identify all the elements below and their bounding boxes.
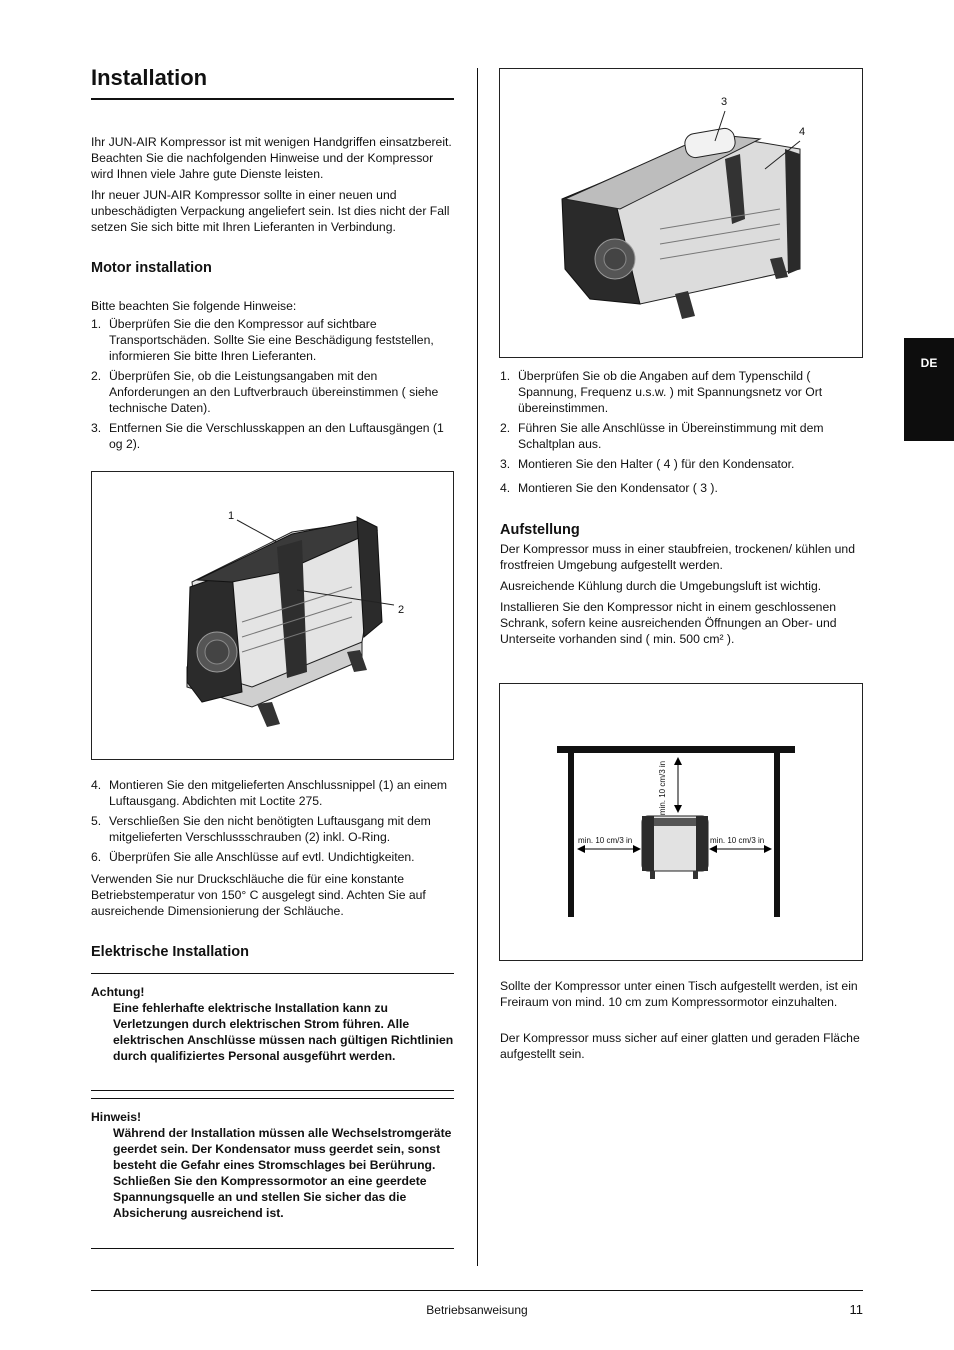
note-text: Während der Installation müssen alle Wechselstromgeräte geerdet sein. Der Kondensator muss geerdet sein, sonst besteht die Gefahr eines Stromschlages bei Berührung. Schließen Sie den Kompressormotor an eine geerdete Spannungsquelle an und stellen Sie sicher das die Absicherung ausreichend ist. [113,1126,452,1220]
note-label: Hinweis! [91,1110,142,1124]
title-rule [91,98,454,100]
list-item: 6. Überprüfen Sie alle Anschlüsse auf evtl. Undichtigkeiten. [91,850,415,864]
hoses-paragraph: Verwenden Sie nur Druckschläuche die für eine konstante Betriebstemperatur von 150° C ausgelegt sind. Achten Sie auf ausreichende Dimensionierung der Schläuche. [91,872,426,918]
note-top-rule [91,1098,454,1099]
clearance-top-label: min. 10 cm/3 in [658,760,667,816]
clearance-right-label: min. 10 cm/3 in [710,836,765,845]
list-item: 3. Montieren Sie den Halter ( 4 ) für den Kondensator. [500,457,795,471]
setup-paragraph-2: Ausreichende Kühlung durch die Umgebungsluft ist wichtig. [500,579,822,593]
warning-label: Achtung! [91,985,145,999]
table-paragraph-1: Sollte der Kompressor unter einen Tisch aufgestellt werden, ist ein Freiraum von mind. 10 cm zum Kompressormotor einzuhalten. [500,979,858,1009]
capacitor-figure [499,68,863,358]
clearance-figure [499,683,863,961]
warning-top-rule [91,973,454,974]
figure-label-3: 3 [721,96,728,108]
footer-rule [91,1290,863,1291]
motor-lead: Bitte beachten Sie folgende Hinweise: [91,299,297,313]
figure-label-2: 2 [398,604,405,616]
note-block [91,1109,454,1221]
footer-doc-title: Betriebsanweisung [426,1303,528,1317]
list-item: 3. Entfernen Sie die Verschlusskappen an den Luftausgängen (1 og 2). [91,421,444,451]
list-item: 1. Überprüfen Sie ob die Angaben auf dem Typenschild ( Spannung, Frequenz u.s.w. ) mit Spannungsnetz vor Ort übereinstimmen. [500,369,823,415]
intro-paragraph-1: Ihr JUN-AIR Kompressor ist mit wenigen Handgriffen einsatzbereit. Beachten Sie die nachfolgenden Hinweise und der Kompressor wird Ihnen viele Jahre gute Dienste leisten. [91,135,452,181]
language-tab-de: DE [904,338,954,441]
clearance-diagram [500,684,862,960]
list-item: 1. Überprüfen Sie die den Kompressor auf sichtbare Transportschäden. Sollte Sie eine Beschädigung feststellen, informieren Sie bitte Ihren Lieferanten. [91,317,434,363]
warning-bottom-rule [91,1090,454,1091]
compressor-outlets-figure [91,471,454,760]
electrical-heading: Elektrische Installation [91,944,249,960]
intro-paragraph-2: Ihr neuer JUN-AIR Kompressor sollte in einer neuen und unbeschädigten Verpackung angeliefert sein. Ist dies nicht der Fall setzen Sie sich bitte mit Ihren Lieferanten in Verbindung. [91,188,450,234]
list-item: 5. Verschließen Sie den nicht benötigten Luftausgang mit dem mitgelieferten Verschlussschrauben (2) inkl. O-Ring. [91,814,431,844]
table-paragraph-2: Der Kompressor muss sicher auf einer glatten und geraden Fläche aufgestellt sein. [500,1031,860,1061]
column-divider [477,68,478,1266]
figure-label-1: 1 [228,510,235,522]
motor-steps-a [91,316,456,456]
capacitor-illustration [500,69,862,357]
list-item: 2. Führen Sie alle Anschlüsse in Übereinstimmung mit dem Schaltplan aus. [500,421,824,451]
list-item: 2. Überprüfen Sie, ob die Leistungsangaben mit den Anforderungen an den Luftverbrauch übereinstimmen ( siehe technische Daten). [91,369,439,415]
list-item: 4. Montieren Sie den Kondensator ( 3 ). [500,481,718,495]
warning-text: Eine fehlerhafte elektrische Installation kann zu Verletzungen durch elektrischen Strom führen. Alle elektrischen Anschlüsse müssen nach gültigen Richtlinien durch qualifiziertes Personal ausgeführt werden. [113,1001,454,1063]
setup-heading: Aufstellung [500,522,580,538]
footer-page-number: 11 [849,1302,863,1317]
electrical-steps [500,368,862,500]
clearance-left-label: min. 10 cm/3 in [578,836,633,845]
motor-steps-b [91,777,456,869]
setup-paragraph-3: Installieren Sie den Kompressor nicht in einem geschlossenen Schrank, sofern keine ausreichenden Öffnungen an Ober- und Unterseite vorhanden sind ( min. 500 cm² ). [500,600,837,646]
page-title: Installation [91,65,208,90]
motor-heading: Motor installation [91,260,212,276]
note-bottom-rule [91,1248,454,1249]
warning-block [91,984,454,1064]
figure-label-4: 4 [799,126,806,138]
list-item: 4. Montieren Sie den mitgelieferten Anschlussnippel (1) an einem Luftausgang. Abdichten mit Loctite 275. [91,778,448,808]
setup-paragraph-1: Der Kompressor muss in einer staubfreien, trockenen/ kühlen und frostfreien Umgebung aufgestellt werden. [500,542,855,572]
